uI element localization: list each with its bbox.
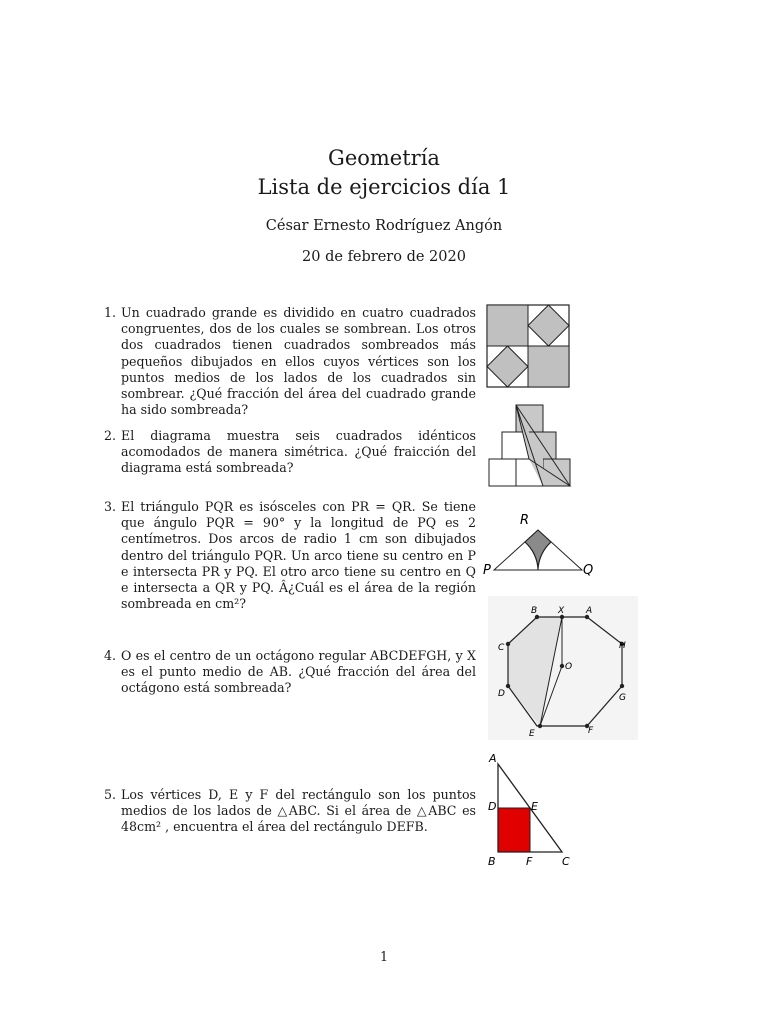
problem-number: 5. bbox=[104, 787, 117, 802]
label-e: E bbox=[531, 800, 538, 813]
label-p: P bbox=[483, 563, 491, 576]
problem-number: 3. bbox=[104, 499, 117, 514]
label-x: X bbox=[558, 606, 565, 616]
date: 20 de febrero de 2020 bbox=[302, 249, 466, 265]
figure-octagon bbox=[488, 596, 638, 740]
problem-number: 2. bbox=[104, 428, 117, 443]
problem-text: O es el centro de un octágono regular ABCDEFGH, y X es el punto medio de AB. ¿Qué fracción del área del octágono está sombreada? bbox=[121, 648, 476, 696]
label-e: E bbox=[529, 729, 535, 739]
label-r: R bbox=[520, 513, 530, 528]
label-c: C bbox=[498, 643, 505, 653]
label-q: Q bbox=[583, 563, 594, 576]
page-number: 1 bbox=[379, 949, 388, 964]
label-b: B bbox=[488, 855, 496, 868]
problem-number: 1. bbox=[104, 305, 117, 320]
problem-4 bbox=[104, 648, 476, 697]
label-d: D bbox=[498, 689, 505, 699]
label-f: F bbox=[526, 855, 533, 868]
label-a: A bbox=[489, 752, 497, 765]
problem-3 bbox=[104, 499, 476, 612]
author: César Ernesto Rodríguez Angón bbox=[265, 218, 503, 234]
problem-1 bbox=[104, 305, 476, 418]
figure-triangle-rectangle bbox=[484, 748, 580, 870]
figure-squares bbox=[486, 304, 570, 388]
label-f: F bbox=[588, 726, 594, 736]
label-h: H bbox=[619, 641, 626, 651]
problem-number: 4. bbox=[104, 648, 117, 663]
label-c: C bbox=[562, 855, 570, 868]
problem-text: El diagrama muestra seis cuadrados idénticos acomodados de manera simétrica. ¿Qué fraicción del diagrama está sombreada? bbox=[121, 428, 476, 476]
problem-5 bbox=[104, 787, 476, 836]
label-a: A bbox=[586, 606, 593, 616]
label-d: D bbox=[488, 800, 497, 813]
problem-text: Un cuadrado grande es dividido en cuatro cuadrados congruentes, dos de los cuales se sombrean. Los otros dos cuadrados tienen cuadrados sombreados más pequeños dibujados en ellos cuyos vértices son los puntos medios de los lados de los cuadrados sin sombrear. ¿Qué fracción del área del cuadrado grande ha sido sombreada? bbox=[121, 305, 476, 418]
label-g: G bbox=[619, 693, 626, 703]
problem-2 bbox=[104, 428, 476, 477]
figure-six-squares bbox=[486, 404, 572, 490]
figure-triangle-pqr bbox=[480, 510, 600, 576]
problem-text: Los vértices D, E y F del rectángulo son los puntos medios de los lados de △ABC. Si el área de △ABC es 48cm² , encuentra el área del rectángulo DEFB. bbox=[121, 787, 476, 835]
problem-text: El triángulo PQR es isósceles con PR = QR. Se tiene que ángulo PQR = 90° y la longitud de PQ es 2 centímetros. Dos arcos de radio 1 cm son dibujados dentro del triángulo PQR. Un arco tiene su centro en P e intersecta PR y PQ. El otro arco tiene su centro en Q e intersecta a QR y PQ. Â¿Cuál es el área de la región sombreada en cm²? bbox=[121, 499, 476, 612]
page-title-line2: Lista de ejercicios día 1 bbox=[257, 175, 511, 199]
label-o: O bbox=[565, 662, 573, 672]
page-title-line1: Geometría bbox=[328, 146, 440, 170]
label-b: B bbox=[531, 606, 538, 616]
